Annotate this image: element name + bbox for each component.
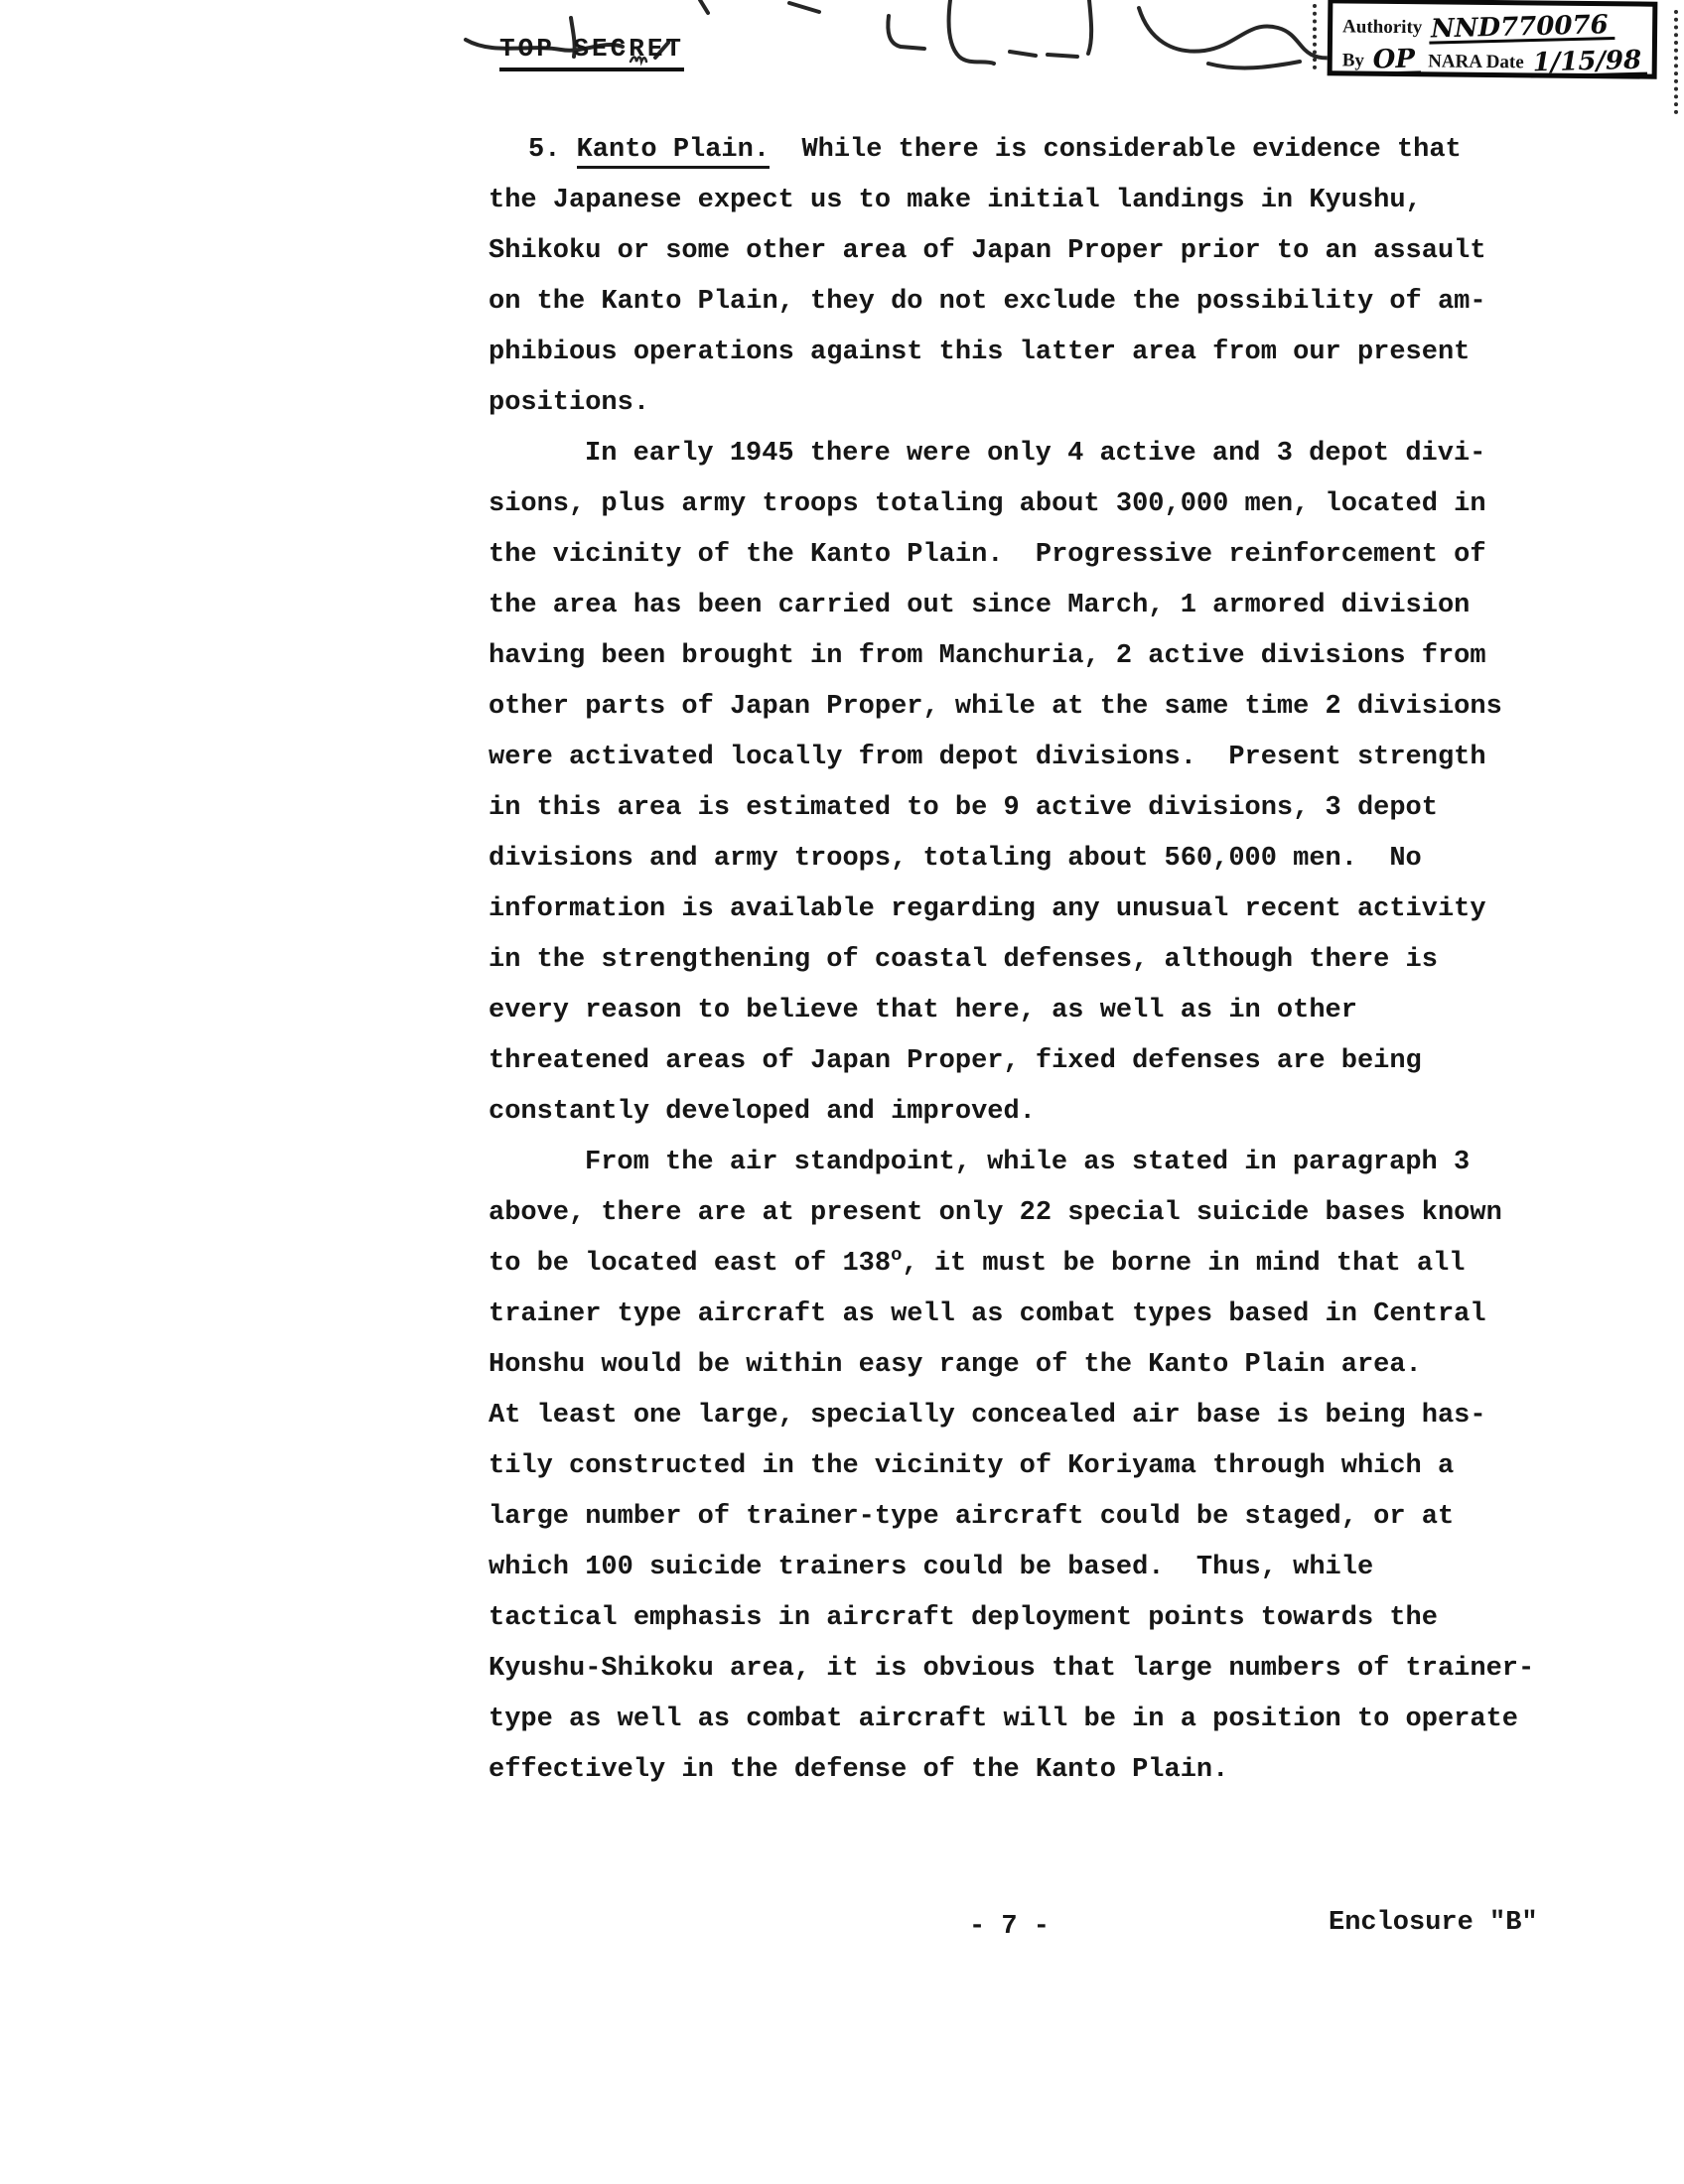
text-line: From the air standpoint, while as stated in paragraph 3: [585, 1148, 1471, 1177]
text-line: above, there are at present only 22 special suicide bases known: [489, 1198, 1502, 1228]
authority-label: Authority: [1342, 16, 1423, 39]
text-line: 5. Kanto Plain. While there is considerable evidence that: [489, 125, 1591, 176]
nara-date-label: NARA Date: [1428, 51, 1524, 73]
text-line: to be located east of 138$^o$, it must be borne in mind that all: [489, 1244, 1466, 1279]
text-line: the Japanese expect us to make initial landings in Kyushu,: [489, 186, 1422, 215]
text-line: tily constructed in the vicinity of Koriyama through which a: [489, 1451, 1455, 1481]
stamp-dotted-edge: [1313, 4, 1317, 69]
authority-value: NND770076: [1429, 13, 1614, 45]
text-line: Kyushu-Shikoku area, it is obvious that large numbers of trainer-: [489, 1654, 1535, 1684]
by-value: OP: [1371, 47, 1422, 74]
page-edge-dots: [1674, 10, 1678, 114]
text-line: information is available regarding any unusual recent activity: [489, 894, 1486, 924]
text-line: large number of trainer-type aircraft could be staged, or at: [489, 1502, 1455, 1532]
text-line: Shikoku or some other area of Japan Proper prior to an assault: [489, 236, 1486, 266]
by-label: By: [1341, 50, 1365, 71]
text-line: which 100 suicide trainers could be based. Thus, while: [489, 1553, 1374, 1582]
text-line: At least one large, specially concealed air base is being has-: [489, 1401, 1486, 1431]
stamp-authority-row: [1342, 6, 1644, 43]
text-line: In early 1945 there were only 4 active and 3 depot divi-: [585, 439, 1486, 469]
text-line: sions, plus army troops totaling about 300,000 men, located in: [489, 489, 1486, 519]
declassification-stamp: [1328, 0, 1658, 79]
text-line: type as well as combat aircraft will be in a position to operate: [489, 1705, 1518, 1734]
text-line: divisions and army troops, totaling about 560,000 men. No: [489, 844, 1422, 874]
text-line: having been brought in from Manchuria, 2 active divisions from: [489, 641, 1486, 671]
text-line: effectively in the defense of the Kanto Plain.: [489, 1755, 1229, 1785]
text-line: the area has been carried out since March, 1 armored division: [489, 591, 1471, 620]
text-line: Honshu would be within easy range of the Kanto Plain area.: [489, 1350, 1422, 1380]
text-line: constantly developed and improved.: [489, 1097, 1036, 1127]
text-line: the vicinity of the Kanto Plain. Progressive reinforcement of: [489, 540, 1486, 570]
text-line: in this area is estimated to be 9 active divisions, 3 depot: [489, 793, 1438, 823]
page-number: - 7 -: [969, 1912, 1051, 1942]
text-line: phibious operations against this latter area from our present: [489, 338, 1471, 367]
text-line: every reason to believe that here, as well as in other: [489, 996, 1357, 1025]
text-line: tactical emphasis in aircraft deployment points towards the: [489, 1603, 1438, 1633]
nara-date-value: 1/15/98: [1530, 49, 1647, 78]
enclosure-label: Enclosure "B": [1329, 1908, 1538, 1938]
classification-marking: TOP SECRET: [499, 34, 684, 71]
text-line: positions.: [489, 388, 650, 418]
text-line: on the Kanto Plain, they do not exclude the possibility of am-: [489, 287, 1486, 317]
text-line: trainer type aircraft as well as combat types based in Central: [489, 1299, 1486, 1329]
stamp-by-row: [1342, 40, 1644, 76]
text-line: threatened areas of Japan Proper, fixed defenses are being: [489, 1046, 1422, 1076]
text-line: were activated locally from depot divisions. Present strength: [489, 743, 1486, 772]
text-line: in the strengthening of coastal defenses, although there is: [489, 945, 1438, 975]
document-body: [489, 125, 1591, 1796]
text-line: other parts of Japan Proper, while at the same time 2 divisions: [489, 692, 1502, 722]
